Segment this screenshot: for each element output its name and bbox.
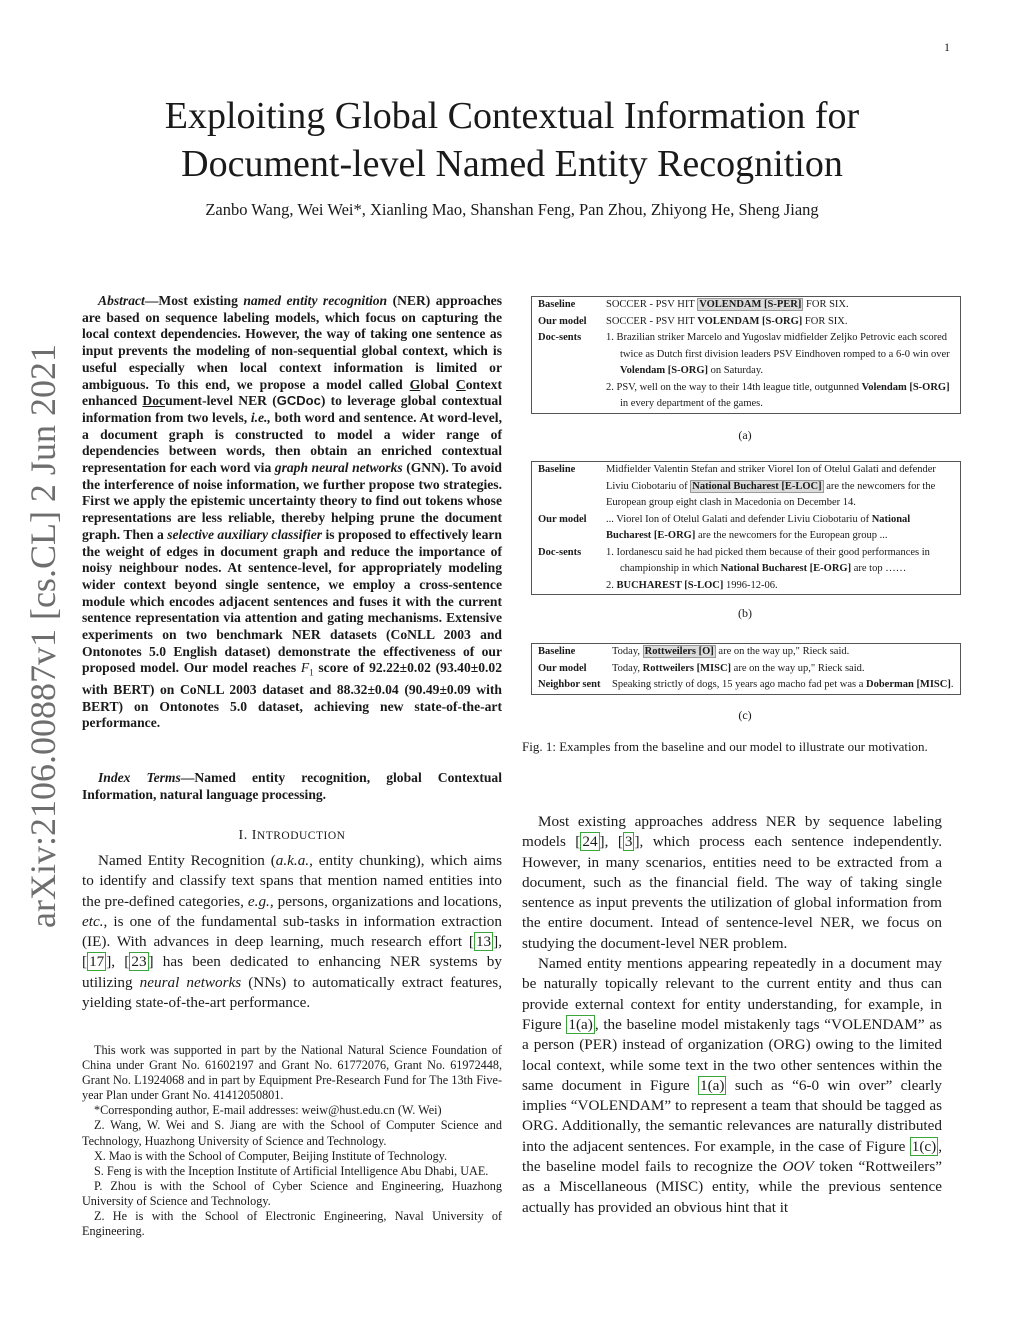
subfigure-label-a: (a) <box>738 428 752 442</box>
figure-row-ours <box>532 314 960 331</box>
row-text-part: Speaking strictly of dogs, 15 years ago macho fad pet was a <box>612 679 866 690</box>
para-text: Most existing approaches address NER by sequence labeling models <box>522 813 942 851</box>
row-text-part: Today, <box>612 646 643 657</box>
paragraph <box>522 954 942 1218</box>
row-text <box>606 297 960 314</box>
row-label: Baseline <box>538 464 576 475</box>
row-text-part: 1996-12-06. <box>723 579 778 591</box>
f1-symbol: F <box>300 660 310 676</box>
row-text-part: 1. Iordanescu said he had picked them because of their good performances in championship in which <box>606 546 930 574</box>
row-text-part: SOCCER - PSV HIT <box>606 315 698 327</box>
abstract-text: score of 92.22±0.02 (93.40±0.02 with BERT) on CoNLL 2003 dataset and 88.32±0.04 (90.49±0.09 with BERT) on Ontonotes 5.0 dataset, achieving new state-of-the-art performance. <box>82 660 503 731</box>
abstract-text: lobal <box>420 376 456 392</box>
abstract-text: ument-level NER ( <box>165 393 277 409</box>
row-text-part: Today, <box>612 662 643 674</box>
para-text: , the baseline model fails to recognize the <box>522 1137 942 1176</box>
entity-highlight: VOLENDAM [S-PER] <box>699 299 802 310</box>
abstract-text: is proposed to effectively learn the weight of edges in document graph and reduce the importance of noisy neighbour nodes. At sentence-level, for appropriately modeling wider context beyond single sentence, we employ a cross-sentence module which encodes adjacent sentences and fuses it with the current sentence representation via attention and gating mechanisms. Extensive experiments on two benchmark NER datasets (CoNLL 2003 and Ontonotes 5.0 English dataset) demonstrate the effectiveness of our proposed model. Our model reaches <box>82 526 502 676</box>
figure-row-baseline <box>532 644 960 661</box>
row-text-part: FOR SIX. <box>803 299 849 310</box>
citation-link[interactable]: 24 <box>582 833 598 851</box>
entity-bold: Doberman [MISC] <box>865 679 951 690</box>
abstract-text: (NER) approaches are based on sequence labeling models, which focus on capturing the local context dependencies. However, the way of taking one sentence as input prevents the modeling of non-sequential global context, which is useful especially when local context information is limited or ambiguous. To this end, we propose a model called <box>82 293 502 392</box>
entity-highlight: National Bucharest [E-LOC] <box>692 480 822 492</box>
para-text: such as “6-0 win over” clearly implies “VOLENDAM” to represent a team that should be tagged as ORG. Additionally, the semantic relevances are naturally distributed into the adjacent sentences. For example, in the case of Figure <box>522 1076 942 1155</box>
footnotes <box>82 1043 502 1239</box>
entity-bold: National Bucharest [E-ORG] <box>606 513 911 541</box>
row-text <box>606 330 960 413</box>
row-text-part: are on the way up," Rieck said. <box>715 646 850 657</box>
intro-text: Named Entity Recognition ( <box>98 852 276 869</box>
index-terms <box>82 770 502 803</box>
abstract-text: ) to leverage global contextual information from two levels, <box>82 393 502 425</box>
figure-row-baseline <box>532 462 960 512</box>
entity-bold: Rottweilers [MISC] <box>642 662 732 674</box>
arxiv-identifier: arXiv:2106.00887v1 [cs.CL] 2 Jun 2021 <box>23 344 63 928</box>
para-text: Named entity mentions appearing repeatedly in a document may be naturally topically relevant to the current entity and thus can provide external context for entity understanding, for example, in Figure <box>522 955 942 1033</box>
subfigure-label-c: (c) <box>738 708 752 722</box>
doc-sentence <box>606 380 956 413</box>
row-text-part: 2. <box>606 579 617 591</box>
row-label: Our model <box>538 513 587 525</box>
figure-link[interactable]: 1(c) <box>911 1137 937 1155</box>
row-text-part: are the newcomers for the European group eight clash in Macedonia on December 14. <box>606 480 936 508</box>
entity-bold: Volendam [S-ORG] <box>620 365 708 376</box>
doc-sentence <box>606 578 956 595</box>
abstract-emph: selective auxiliary classifier <box>167 526 323 542</box>
abstract-emph: graph neural networks <box>274 460 403 476</box>
footnote: X. Mao is with the School of Computer, Beijing Institute of Technology. <box>94 1148 448 1163</box>
figure-row-docsents <box>532 545 960 595</box>
page-number: 1 <box>944 40 950 54</box>
citation-link[interactable]: 23 <box>131 953 147 971</box>
footnote: P. Zhou is with the School of Cyber Science and Engineering, Huazhong University of Science and Technology. <box>82 1178 502 1208</box>
intro-text: (NNs) to automatically extract features, yielding state-of-the-art performance. <box>82 973 502 1012</box>
row-text <box>606 545 960 595</box>
index-terms-text: —Named entity recognition, global Contextual Information, natural language processing. <box>82 770 502 802</box>
figure-link[interactable]: 1(a) <box>568 1015 593 1033</box>
intro-text: entity chunking), which aims to identify and classify text spans that mention named entities into the pre-defined categories, <box>82 852 503 910</box>
row-text-part: on Saturday. <box>708 365 764 376</box>
row-text-part: 1. Brazilian striker Marcelo and Yugoslav midfielder Zeljko Petrovic each scored twice as Dutch first division leaders PSV Eindhoven romped to a 6-0 win over <box>606 332 950 360</box>
intro-emph: e.g., <box>247 892 274 910</box>
abstract-text: —Most existing <box>144 293 244 308</box>
row-text <box>606 512 960 545</box>
intro-paragraph: Named Entity Recognition (a.k.a., entity chunking), which aims to identify and classify text spans that mention named entities into the pre-defined categories, e.g., persons, organizations and locations, etc., is one of the fundamental sub-tasks in information extraction (IE). With advances in deep learning, much research effort [ 13 ], [ 17 ], [ 23 ] has been dedicated to enhancing NER systems by utilizing neural networks (NNs) to automatically extract features, yielding state-of-the-art performance. <box>82 852 503 1012</box>
figure-panel-a <box>531 296 961 414</box>
para-emph: OOV <box>782 1158 814 1176</box>
entity-bold: BUCHAREST [S-LOC] <box>616 579 724 591</box>
row-text-part: are the newcomers for the European group ... <box>695 530 888 541</box>
row-label: Our model <box>538 662 587 674</box>
row-text-part: Midfielder Valentin Stefan and striker Viorel Ion of Otelul Galati and defender Liviu Ciobotariu of <box>606 464 936 492</box>
section-number: I. <box>238 828 248 843</box>
row-text <box>606 462 960 512</box>
row-label: Doc-sents <box>538 546 582 558</box>
intro-text: persons, organizations and locations, <box>273 892 502 910</box>
abstract-emph: named entity recognition <box>243 293 388 308</box>
abstract-text: (GNN). To avoid the interference of noise information, we further propose two strategies. First we apply the epistemic uncertainty theory to find out tokens whose representations are less reliable, thereby helping prune the document graph. Then a <box>82 460 502 542</box>
row-text-part: SOCCER - PSV HIT <box>606 299 698 310</box>
doc-sentence <box>606 545 956 578</box>
entity-bold: Volendam [S-ORG] <box>861 381 950 393</box>
para-text: token “Rottweilers” as a Miscellaneous (MISC) entity, while the previous sentence actually has provided an obvious hint that it <box>522 1158 942 1216</box>
doc-sentence <box>606 330 956 380</box>
row-label: Baseline <box>538 299 576 310</box>
author-list: Zanbo Wang, Wei Wei*, Xianling Mao, Shanshan Feng, Pan Zhou, Zhiyong He, Sheng Jiang <box>205 200 819 219</box>
figure-row-neighbor <box>532 677 960 694</box>
paper-title <box>80 92 944 188</box>
footnote: *Corresponding author, E-mail addresses: weiw@hust.edu.cn (W. Wei) <box>94 1103 442 1118</box>
para-text: , the baseline model mistakenly tags “VOLENDAM” as a person (PER) instead of organization (ORG) owing to the limited local context, while some text in the two other sentences within the same document in Figure <box>522 1015 943 1094</box>
paragraph: Most existing approaches address NER by sequence labeling models [ 24 ], [ 3 ], which process each sentence independently. However, in many scenarios, entities need to be extracted from a document, such as the financial field. The way of taking single sentence as input prevents the utilization of global information from the entire document. Intead of sentence-level NER, we focus on studying the document-level NER problem. <box>522 813 943 952</box>
figure-row-baseline <box>532 297 960 314</box>
footnote: This work was supported in part by the National Natural Science Foundation of China under Grant No. 61602197 and Grant No. 61772076, Grant No. 61972448, Grant No. L1924068 and in part by Equipment Pre-Research Fund for The 13th Five-year Plan under Grant No. 41412050801. <box>82 1043 502 1103</box>
row-text <box>606 314 960 331</box>
citation-link[interactable]: 3 <box>624 833 633 851</box>
intro-emph: a.k.a., <box>275 852 313 869</box>
subfigure-label-b: (b) <box>738 606 752 620</box>
figure-panel-b <box>531 461 961 595</box>
row-text <box>612 644 960 661</box>
entity-highlight: Rottweilers [O] <box>644 646 714 657</box>
footnote: Z. Wang, W. Wei and S. Jiang are with the School of Computer Science and Technology, Huazhong University of Science and Technology. <box>82 1118 502 1148</box>
row-label: Neighbor sent <box>538 679 601 690</box>
f1-subscript: 1 <box>309 668 314 679</box>
index-terms-label: Index Terms <box>98 770 181 785</box>
footnote: S. Feng is with the Inception Institute of Artificial Intelligence Abu Dhabi, UAE. <box>94 1163 489 1178</box>
figure-row-ours <box>532 512 960 545</box>
footnote: Z. He is with the School of Electronic Engineering, Naval University of Engineering. <box>82 1209 502 1239</box>
row-text-part: are top …… <box>851 563 907 574</box>
abstract-underline: G <box>409 376 421 392</box>
abstract-underline: C <box>455 376 466 392</box>
intro-text: , is one of the fundamental sub-tasks in information extraction (IE). With advances in deep learning, much research effort <box>82 912 502 951</box>
entity-bold: VOLENDAM [S-ORG] <box>697 315 803 327</box>
right-column-body <box>522 812 942 1218</box>
abstract-underline: Doc <box>142 393 166 409</box>
title-line-2: Document-level Named Entity Recognition <box>181 143 843 185</box>
section-title-initial: I <box>251 828 257 843</box>
abstract-label: Abstract <box>98 293 145 308</box>
entity-bold: National Bucharest [E-ORG] <box>720 563 852 574</box>
row-text-part: are on the way up," Rieck said. <box>731 662 865 674</box>
row-text <box>612 677 960 694</box>
figure-link[interactable]: 1(a) <box>700 1076 725 1094</box>
intro-emph: neural networks <box>139 973 242 991</box>
section-title-rest: NTRODUCTION <box>256 830 346 842</box>
figure-caption: Fig. 1: Examples from the baseline and our model to illustrate our motivation. <box>522 739 928 754</box>
section-heading <box>82 828 502 844</box>
row-text <box>612 661 960 678</box>
abstract <box>82 293 502 732</box>
figure-panel-c <box>531 643 961 695</box>
citation-link[interactable]: 17 <box>89 953 105 971</box>
row-text-part: in every department of the games. <box>620 398 763 409</box>
row-label: Our model <box>538 315 587 327</box>
intro-emph: etc. <box>82 912 104 930</box>
figure-row-docsents <box>532 330 960 413</box>
abstract-text: both word and sentence. At word-level, a document graph is constructed to model a wider range of dependencies between words, then obtain an enriched contextual representation for each word via <box>82 409 502 476</box>
row-text-part: FOR SIX. <box>802 315 848 327</box>
citation-link[interactable]: 13 <box>475 933 492 951</box>
model-name: GCDoc <box>276 393 321 409</box>
abstract-emph: i.e., <box>250 409 271 425</box>
title-line-1: Exploiting Global Contextual Information for <box>164 95 860 137</box>
row-text-part: ... Viorel Ion of Otelul Galati and defender Liviu Ciobotariu of <box>606 513 872 525</box>
row-label: Doc-sents <box>538 332 582 343</box>
intro-text: has been dedicated to enhancing NER systems by utilizing <box>82 953 502 991</box>
row-text-part: . <box>950 679 954 690</box>
figure-row-ours <box>532 661 960 678</box>
para-text: , which process each sentence independently. However, in many scenarios, entities need to be extracted from a document, such as the financial field. The way of taking single sentence as input prevents the utilization of global information from the entire document. Intead of sentence-level NER, we focus on studying the document-level NER problem. <box>522 833 943 952</box>
row-text-part: 2. PSV, well on the way to their 14th league title, outgunned <box>606 381 862 393</box>
row-label: Baseline <box>538 646 576 657</box>
abstract-text: ontext enhanced <box>82 376 502 409</box>
